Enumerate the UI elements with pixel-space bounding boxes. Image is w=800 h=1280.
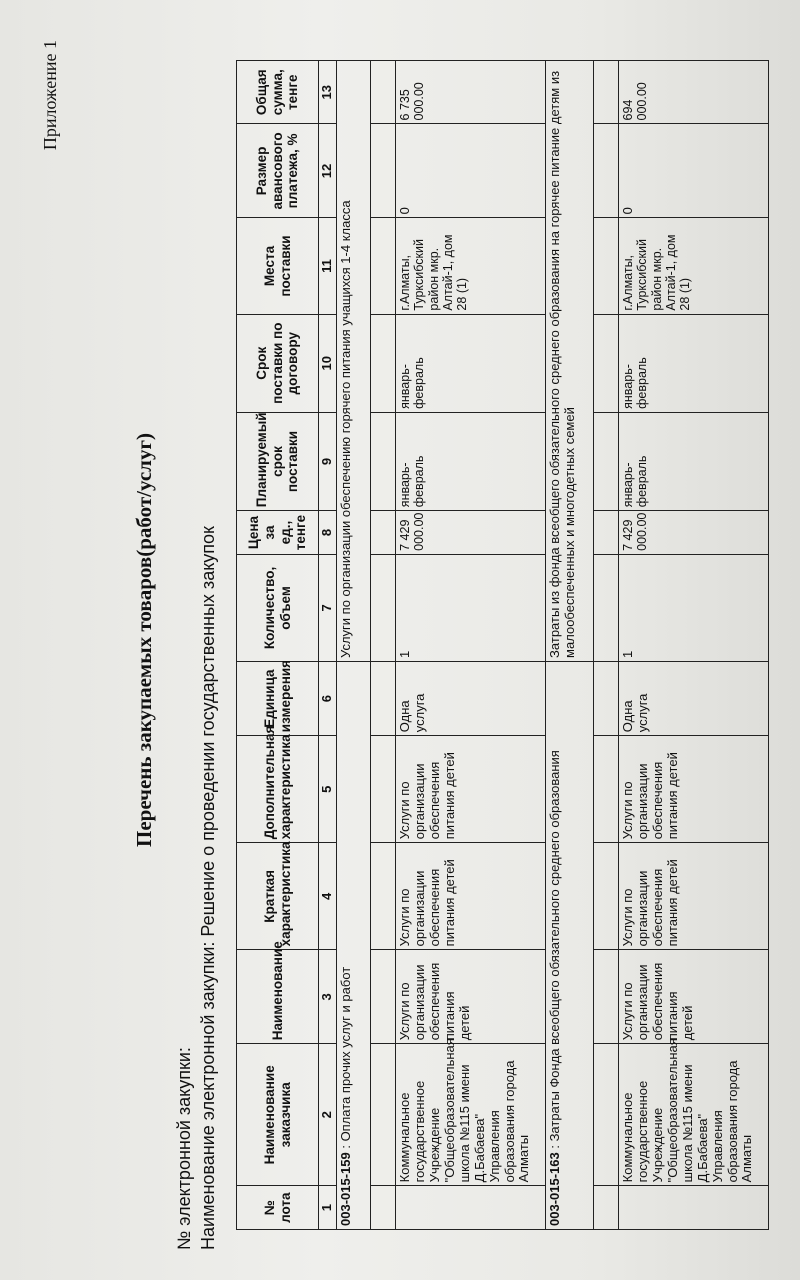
budget-code: 003-015-163	[546, 1152, 562, 1226]
cell-contract-term: январь-февраль	[395, 314, 545, 412]
cell-short: Услуги по организации обеспечения питания детей	[395, 843, 545, 950]
col-number: 6	[319, 661, 337, 735]
col-number: 12	[319, 124, 337, 218]
cell-total: 6 735 000.00	[395, 61, 545, 124]
cell-planned: январь-февраль	[618, 412, 768, 510]
cell-customer: Коммунальное государственное Учреждение "Общеобразовательная школа №115 имени Д.Бабаева" Управления образования города Алматы	[618, 1044, 768, 1186]
lot-number-label: № электронной закупки:	[174, 1047, 194, 1250]
procurement-table	[236, 60, 769, 1230]
col-header-place: Места поставки	[237, 218, 319, 314]
col-number: 3	[319, 950, 337, 1044]
col-number: 7	[319, 554, 337, 661]
col-header-short: Краткая характеристика	[237, 843, 319, 950]
group-header-row	[336, 61, 370, 1230]
col-number: 4	[319, 843, 337, 950]
col-header-price: Цена за ед., тенге	[237, 511, 319, 555]
col-number: 11	[319, 218, 337, 314]
cell-unit: Одна услуга	[618, 661, 768, 735]
col-header-name: Наименование	[237, 950, 319, 1044]
cell-place: г.Алматы, Турксибский район мкр. Алтай-1, дом 28 (1)	[618, 218, 768, 314]
table-row	[395, 61, 545, 1230]
budget-code: 003-015-159	[337, 1152, 353, 1226]
group-description: Услуги по организации обеспечению горячего питания учащихся 1-4 класса	[336, 61, 370, 662]
cell-customer: Коммунальное государственное Учреждение "Общеобразовательная школа №115 имени Д.Бабаева" Управления образования города Алматы	[395, 1044, 545, 1186]
col-header-planned: Планируемый срок поставки	[237, 412, 319, 510]
cell-price: 7 429 000.00	[618, 511, 768, 555]
group-title: : Оплата прочих услуг и работ	[337, 966, 353, 1153]
cell-short: Услуги по организации обеспечения питания детей	[618, 843, 768, 950]
cell-name: Услуги по организации обеспечения питания детей	[395, 950, 545, 1044]
col-header-total: Общая сумма, тенге	[237, 61, 319, 124]
group-title-left	[336, 661, 370, 1229]
cell-extra: Услуги по организации обеспечения питания детей	[395, 736, 545, 843]
cell-lot	[395, 1186, 545, 1230]
col-header-qty: Количество, объем	[237, 554, 319, 661]
col-header-unit: Единица измерения	[237, 661, 319, 735]
col-number: 5	[319, 736, 337, 843]
cell-price: 7 429 000.00	[395, 511, 545, 555]
page-title: Перечень закупаемых товаров(работ/услуг)	[132, 433, 156, 847]
cell-advance: 0	[395, 124, 545, 218]
cell-extra: Услуги по организации обеспечения питания детей	[618, 736, 768, 843]
cell-lot	[618, 1186, 768, 1230]
col-number: 8	[319, 511, 337, 555]
cell-qty: 1	[395, 554, 545, 661]
col-header-contract-term: Срок поставки по договору	[237, 314, 319, 412]
col-number: 10	[319, 314, 337, 412]
annex-label: Приложение 1	[40, 40, 60, 151]
col-header-extra: Дополнительная характеристика	[237, 736, 319, 843]
col-header-customer: Наименование заказчика	[237, 1044, 319, 1186]
group-description: Затраты из фонда всеобщего обязательного среднего образования на горячее питание детям из малообеспеченных и многодетных семей	[545, 61, 593, 662]
cell-contract-term: январь-февраль	[618, 314, 768, 412]
col-header-lot: № лота	[237, 1186, 319, 1230]
table-row	[618, 61, 768, 1230]
col-number: 13	[319, 61, 337, 124]
group-header-row	[545, 61, 593, 1230]
cell-name: Услуги по организации обеспечения питания детей	[618, 950, 768, 1044]
col-header-advance: Размер авансового платежа, %	[237, 124, 319, 218]
cell-unit: Одна услуга	[395, 661, 545, 735]
col-number: 9	[319, 412, 337, 510]
cell-planned: январь-февраль	[395, 412, 545, 510]
cell-place: г.Алматы, Турксибский район мкр. Алтай-1, дом 28 (1)	[395, 218, 545, 314]
cell-qty: 1	[618, 554, 768, 661]
spacer-row	[370, 61, 395, 1230]
spacer-row	[593, 61, 618, 1230]
group-title: : Затраты Фонда всеобщего обязательного среднего образования	[546, 750, 562, 1153]
lot-name-label: Наименование электронной закупки: Решение о проведении государственных закупок	[198, 526, 218, 1250]
col-number: 2	[319, 1044, 337, 1186]
cell-advance: 0	[618, 124, 768, 218]
table-header	[237, 61, 319, 1230]
group-title-left	[545, 661, 593, 1229]
col-number: 1	[319, 1186, 337, 1230]
column-number-row	[319, 61, 337, 1230]
document-page	[40, 30, 800, 1250]
cell-total: 694 000.00	[618, 61, 768, 124]
